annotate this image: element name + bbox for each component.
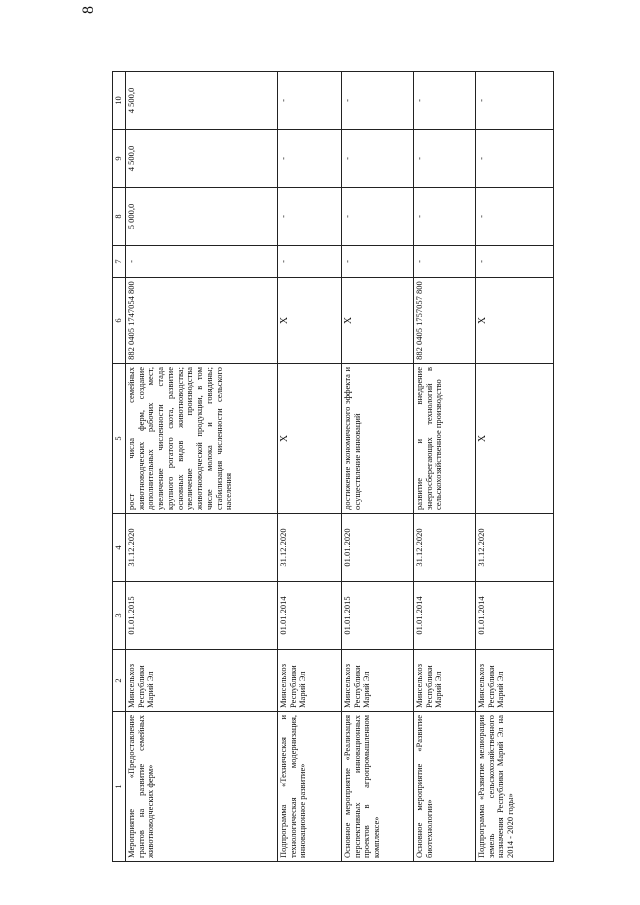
value-col-9: -	[277, 130, 341, 188]
responsible-executor: Минсельхоз Республики Марий Эл	[125, 650, 277, 712]
value-col-7: -	[475, 246, 553, 278]
value-col-10: -	[475, 72, 553, 130]
table-row	[341, 72, 413, 862]
value-col-8: -	[277, 188, 341, 246]
expected-result: развитие и внедрение энергосберегающих технологий в сельскохозяйственное производство	[413, 364, 475, 514]
value-col-7: -	[125, 246, 277, 278]
column-header: 1	[113, 712, 126, 862]
start-date: 01.01.2014	[277, 582, 341, 650]
value-col-10: -	[413, 72, 475, 130]
responsible-executor: Минсельхоз Республики Марий Эл	[413, 650, 475, 712]
expected-result: рост числа семейных животноводческих ферм, создание дополнительных рабочих мест, увеличение численности стада крупного рогатого скота, развитие основных видов животноводства; увеличение производства животноводческой продукции, в том числе молока и говядины; стабилизация численности сельского населения	[125, 364, 277, 514]
value-col-9: -	[475, 130, 553, 188]
table-row	[277, 72, 341, 862]
budget-code: 882 0405 1757057 800	[413, 278, 475, 364]
column-header: 5	[113, 364, 126, 514]
column-header: 10	[113, 72, 126, 130]
activity-name: Подпрограмма «Развитие мелиорации земель сельскохозяйственного назначения Республики Марий Эл на 2014 - 2020 годы»	[475, 712, 553, 862]
table-header-row	[113, 72, 126, 862]
value-col-8: -	[475, 188, 553, 246]
column-header: 4	[113, 514, 126, 582]
program-activities-table	[112, 71, 554, 862]
page-number: 8	[80, 6, 97, 14]
value-col-9: 4 500,0	[125, 130, 277, 188]
end-date: 01.01.2020	[341, 514, 413, 582]
expected-result: X	[277, 364, 341, 514]
value-col-7: -	[277, 246, 341, 278]
column-header: 2	[113, 650, 126, 712]
column-header: 6	[113, 278, 126, 364]
expected-result: достижение экономического эффекта и осуществление инноваций	[341, 364, 413, 514]
column-header: 9	[113, 130, 126, 188]
responsible-executor: Минсельхоз Республики Марий Эл	[341, 650, 413, 712]
table-row	[125, 72, 277, 862]
start-date: 01.01.2015	[125, 582, 277, 650]
value-col-8: 5 000,0	[125, 188, 277, 246]
table-row	[475, 72, 553, 862]
activity-name: Мероприятие «Предоставление грантов на развитие семейных животноводческих ферм»	[125, 712, 277, 862]
table-row	[413, 72, 475, 862]
end-date: 31.12.2020	[277, 514, 341, 582]
value-col-10: -	[277, 72, 341, 130]
budget-code: X	[277, 278, 341, 364]
activity-name: Подпрограмма «Техническая и технологическая модернизация, инновационное развитие»	[277, 712, 341, 862]
end-date: 31.12.2020	[125, 514, 277, 582]
value-col-10: 4 500,0	[125, 72, 277, 130]
start-date: 01.01.2014	[475, 582, 553, 650]
responsible-executor: Минсельхоз Республики Марий Эл	[475, 650, 553, 712]
start-date: 01.01.2014	[413, 582, 475, 650]
value-col-8: -	[341, 188, 413, 246]
value-col-7: -	[413, 246, 475, 278]
value-col-9: -	[341, 130, 413, 188]
column-header: 8	[113, 188, 126, 246]
activity-name: Основное мероприятие «Развитие биотехнологии»	[413, 712, 475, 862]
column-header: 3	[113, 582, 126, 650]
expected-result: X	[475, 364, 553, 514]
budget-code: X	[341, 278, 413, 364]
value-col-10: -	[341, 72, 413, 130]
column-header: 7	[113, 246, 126, 278]
start-date: 01.01.2015	[341, 582, 413, 650]
activity-name: Основное мероприятие «Реализация перспективных инновационных проектов в агропромышленном комплексе»	[341, 712, 413, 862]
value-col-7: -	[341, 246, 413, 278]
end-date: 31.12.2020	[413, 514, 475, 582]
budget-code: X	[475, 278, 553, 364]
value-col-9: -	[413, 130, 475, 188]
rotated-document-page	[112, 2, 632, 862]
responsible-executor: Минсельхоз Республики Марий Эл	[277, 650, 341, 712]
end-date: 31.12.2020	[475, 514, 553, 582]
budget-code: 882 0405 1747054 800	[125, 278, 277, 364]
value-col-8: -	[413, 188, 475, 246]
